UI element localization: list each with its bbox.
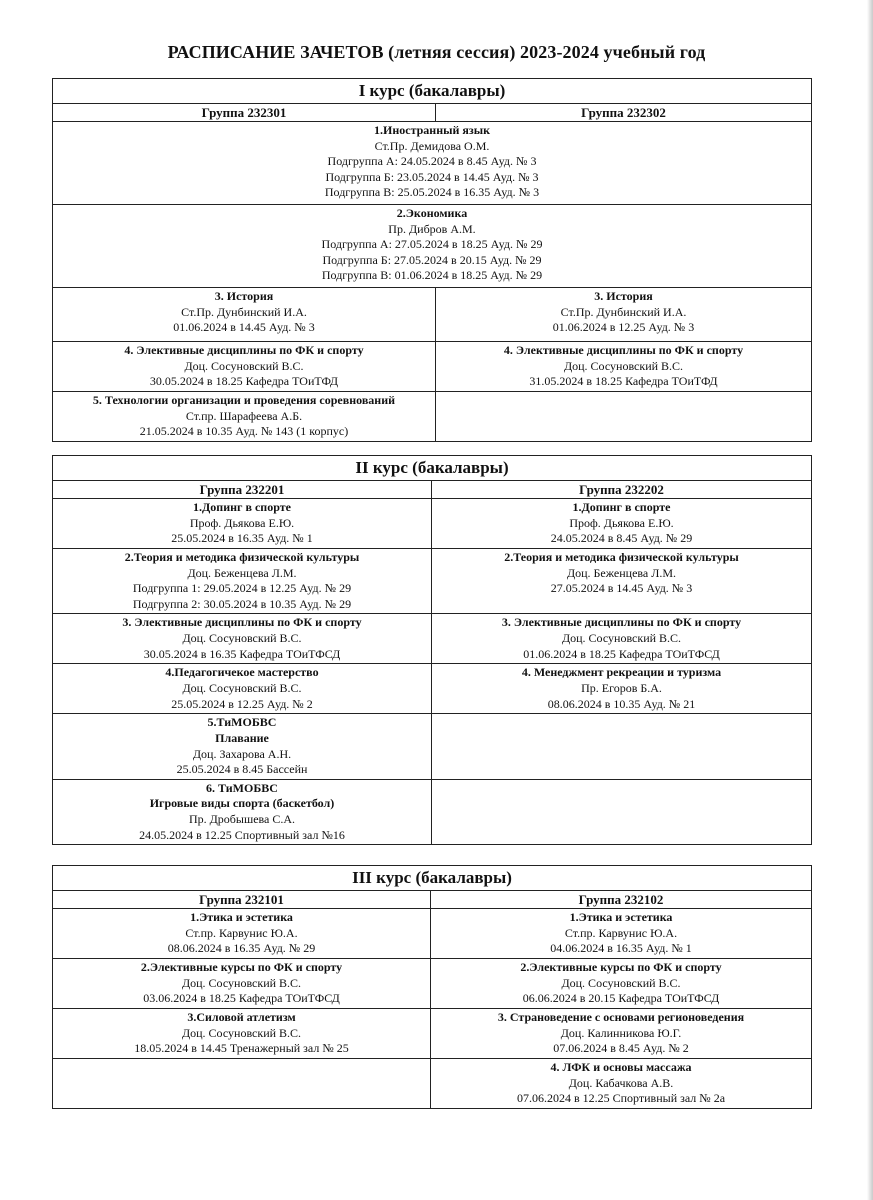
exam-cell — [432, 549, 812, 614]
teacher: Ст.Пр. Дунбинский И.А. — [181, 304, 307, 319]
exam-cell — [53, 779, 432, 844]
exam-cell — [432, 664, 812, 714]
subject-title: 3. Элективные дисциплины по ФК и спорту — [501, 615, 742, 630]
teacher: Доц. Сосуновский В.С. — [184, 358, 304, 373]
subject-subtitle: Плавание — [215, 730, 269, 745]
empty-cell — [432, 714, 812, 779]
subject-title: 5. Технологии организации и проведения соревнований — [92, 393, 396, 407]
exam-cell — [53, 909, 431, 959]
group-header: Группа 232101 — [53, 891, 431, 909]
exam-time: 27.05.2024 в 14.45 Ауд. № 3 — [550, 581, 693, 596]
course-heading: II курс (бакалавры) — [53, 456, 812, 481]
course-1-table — [52, 78, 812, 442]
teacher: Проф. Дьякова Е.Ю. — [569, 515, 674, 530]
teacher: Ст.пр. Карвунис Ю.А. — [185, 925, 298, 940]
exam-time: Подгруппа А: 24.05.2024 в 8.45 Ауд. № 3 — [327, 154, 537, 169]
empty-cell — [432, 779, 812, 844]
subject-title: 3.Силовой атлетизм — [187, 1010, 296, 1024]
course-2-table — [52, 455, 812, 845]
exam-time: 25.05.2024 в 12.25 Ауд. № 2 — [171, 696, 313, 711]
subject-title: 4. Менеджмент рекреации и туризма — [521, 665, 722, 680]
teacher: Проф. Дьякова Е.Ю. — [189, 515, 295, 530]
subject-title: 4.Педагогичекое мастерство — [165, 665, 319, 680]
exam-cell — [53, 205, 812, 288]
exam-time: 07.06.2024 в 12.25 Спортивный зал № 2а — [516, 1091, 726, 1106]
exam-cell — [53, 342, 436, 392]
subject-title: 2.Элективные курсы по ФК и спорту — [140, 960, 343, 974]
exam-cell — [431, 959, 812, 1009]
page-title: РАСПИСАНИЕ ЗАЧЕТОВ (летняя сессия) 2023-2024 учебный год — [167, 42, 706, 62]
subject-title: 3. Страноведение с основами регионоведения — [497, 1010, 745, 1024]
subject-title: 1.Иностранный язык — [374, 123, 490, 137]
exam-time: 18.05.2024 в 14.45 Тренажерный зал № 25 — [134, 1041, 349, 1056]
teacher: Доц. Сосуновский В.С. — [182, 680, 302, 695]
exam-cell — [53, 549, 432, 614]
exam-cell — [53, 499, 432, 549]
exam-time: Подгруппа 2: 30.05.2024 в 10.35 Ауд. № 29 — [132, 596, 352, 611]
subject-title: 1.Допинг в спорте — [193, 500, 291, 514]
exam-time: 01.06.2024 в 14.45 Ауд. № 3 — [173, 320, 315, 335]
teacher: Доц. Сосуновский В.С. — [561, 975, 681, 990]
exam-cell — [53, 664, 432, 714]
subject-title: 4. Элективные дисциплины по ФК и спорту — [503, 343, 744, 357]
teacher: Доц. Беженцева Л.М. — [187, 565, 297, 580]
exam-cell — [53, 959, 431, 1009]
subject-title: 1.Допинг в спорте — [572, 500, 671, 514]
teacher: Доц. Сосуновский В.С. — [181, 1025, 302, 1040]
exam-time: 06.06.2024 в 20.15 Кафедра ТОиТФСД — [522, 991, 720, 1006]
exam-cell — [53, 288, 436, 342]
exam-time: 25.05.2024 в 8.45 Бассейн — [176, 762, 308, 777]
subject-title: 3. История — [214, 289, 274, 303]
empty-cell — [53, 1059, 431, 1109]
group-header: Группа 232202 — [432, 481, 812, 499]
teacher: Доц. Беженцева Л.М. — [566, 565, 677, 580]
exam-time: Подгруппа Б: 27.05.2024 в 20.15 Ауд. № 29 — [322, 252, 542, 267]
teacher: Пр. Егоров Б.А. — [581, 680, 662, 695]
group-header: Группа 232201 — [53, 481, 432, 499]
subject-title: 1.Этика и эстетика — [190, 910, 293, 924]
subject-title: 4. ЛФК и основы массажа — [550, 1060, 692, 1074]
exam-cell — [432, 614, 812, 664]
teacher: Доц. Сосуновский В.С. — [563, 358, 684, 373]
exam-cell — [436, 342, 812, 392]
exam-cell — [431, 909, 812, 959]
subject-title: 2.Элективные курсы по ФК и спорту — [520, 960, 722, 974]
empty-cell — [436, 392, 812, 442]
exam-cell — [432, 499, 812, 549]
exam-time: 24.05.2024 в 12.25 Спортивный зал №16 — [139, 827, 345, 842]
exam-time: 24.05.2024 в 8.45 Ауд. № 29 — [550, 531, 693, 546]
exam-time: 08.06.2024 в 16.35 Ауд. № 29 — [167, 941, 316, 956]
exam-time: 04.06.2024 в 16.35 Ауд. № 1 — [550, 941, 692, 956]
subject-title: 1.Этика и эстетика — [569, 910, 673, 924]
subject-subtitle: Игровые виды спорта (баскетбол) — [149, 796, 335, 811]
teacher: Ст.пр. Шарафеева А.Б. — [185, 408, 303, 423]
teacher: Доц. Сосуновский В.С. — [182, 630, 302, 645]
teacher: Ст.Пр. Демидова О.М. — [374, 138, 490, 153]
exam-time: Подгруппа А: 27.05.2024 в 18.25 Ауд. № 29 — [321, 237, 543, 252]
teacher: Пр. Дибров А.М. — [388, 221, 476, 236]
exam-cell — [53, 122, 812, 205]
exam-cell — [53, 714, 432, 779]
subject-title: 3. История — [594, 289, 653, 303]
subject-title: 2.Теория и методика физической культуры — [504, 550, 739, 564]
subject-title: 6. ТиМОБВС — [206, 780, 278, 795]
exam-time: 25.05.2024 в 16.35 Ауд. № 1 — [171, 531, 313, 546]
exam-time: 30.05.2024 в 16.35 Кафедра ТОиТФСД — [143, 646, 341, 661]
teacher: Пр. Дробышева С.А. — [188, 811, 296, 826]
course-heading: III курс (бакалавры) — [53, 866, 812, 891]
teacher: Ст.Пр. Дунбинский И.А. — [560, 304, 687, 319]
group-header: Группа 232302 — [436, 104, 812, 122]
teacher: Доц. Кабачкова А.В. — [568, 1075, 674, 1090]
subject-title: 3. Элективные дисциплины по ФК и спорту — [122, 615, 362, 630]
exam-cell — [436, 288, 812, 342]
exam-cell — [53, 1009, 431, 1059]
exam-cell — [431, 1009, 812, 1059]
group-header: Группа 232102 — [431, 891, 812, 909]
teacher: Доц. Сосуновский В.С. — [561, 630, 682, 645]
teacher: Ст.пр. Карвунис Ю.А. — [564, 925, 678, 940]
exam-time: Подгруппа 1: 29.05.2024 в 12.25 Ауд. № 29 — [132, 581, 352, 596]
exam-cell — [53, 392, 436, 442]
exam-time: 31.05.2024 в 18.25 Кафедра ТОиТФД — [529, 374, 718, 389]
exam-cell — [431, 1059, 812, 1109]
subject-title: 5.ТиМОБВС — [207, 715, 277, 730]
exam-time: 21.05.2024 в 10.35 Ауд. № 143 (1 корпус) — [139, 424, 349, 439]
teacher: Доц. Калинникова Ю.Г. — [560, 1025, 682, 1040]
subject-title: 4. Элективные дисциплины по ФК и спорту — [124, 343, 364, 357]
exam-time: 30.05.2024 в 18.25 Кафедра ТОиТФД — [149, 374, 339, 389]
teacher: Доц. Захарова А.Н. — [192, 746, 292, 761]
course-heading: I курс (бакалавры) — [53, 79, 812, 104]
exam-time: 03.06.2024 в 18.25 Кафедра ТОиТФСД — [143, 991, 340, 1006]
exam-time: 07.06.2024 в 8.45 Ауд. № 2 — [553, 1041, 689, 1056]
exam-time: Подгруппа Б: 23.05.2024 в 14.45 Ауд. № 3 — [325, 169, 539, 184]
exam-time: Подгруппа В: 25.05.2024 в 16.35 Ауд. № 3 — [324, 185, 540, 200]
teacher: Доц. Сосуновский В.С. — [181, 975, 302, 990]
subject-title: 2.Теория и методика физической культуры — [124, 550, 360, 564]
exam-time: 01.06.2024 в 12.25 Ауд. № 3 — [552, 320, 695, 335]
exam-time: 01.06.2024 в 18.25 Кафедра ТОиТФСД — [523, 646, 720, 661]
course-3-table — [52, 865, 812, 1109]
exam-time: Подгруппа В: 01.06.2024 в 18.25 Ауд. № 29 — [321, 268, 543, 283]
exam-time: 08.06.2024 в 10.35 Ауд. № 21 — [547, 696, 696, 711]
group-header: Группа 232301 — [53, 104, 436, 122]
exam-cell — [53, 614, 432, 664]
subject-title: 2.Экономика — [396, 206, 468, 220]
scan-edge — [867, 0, 873, 1200]
